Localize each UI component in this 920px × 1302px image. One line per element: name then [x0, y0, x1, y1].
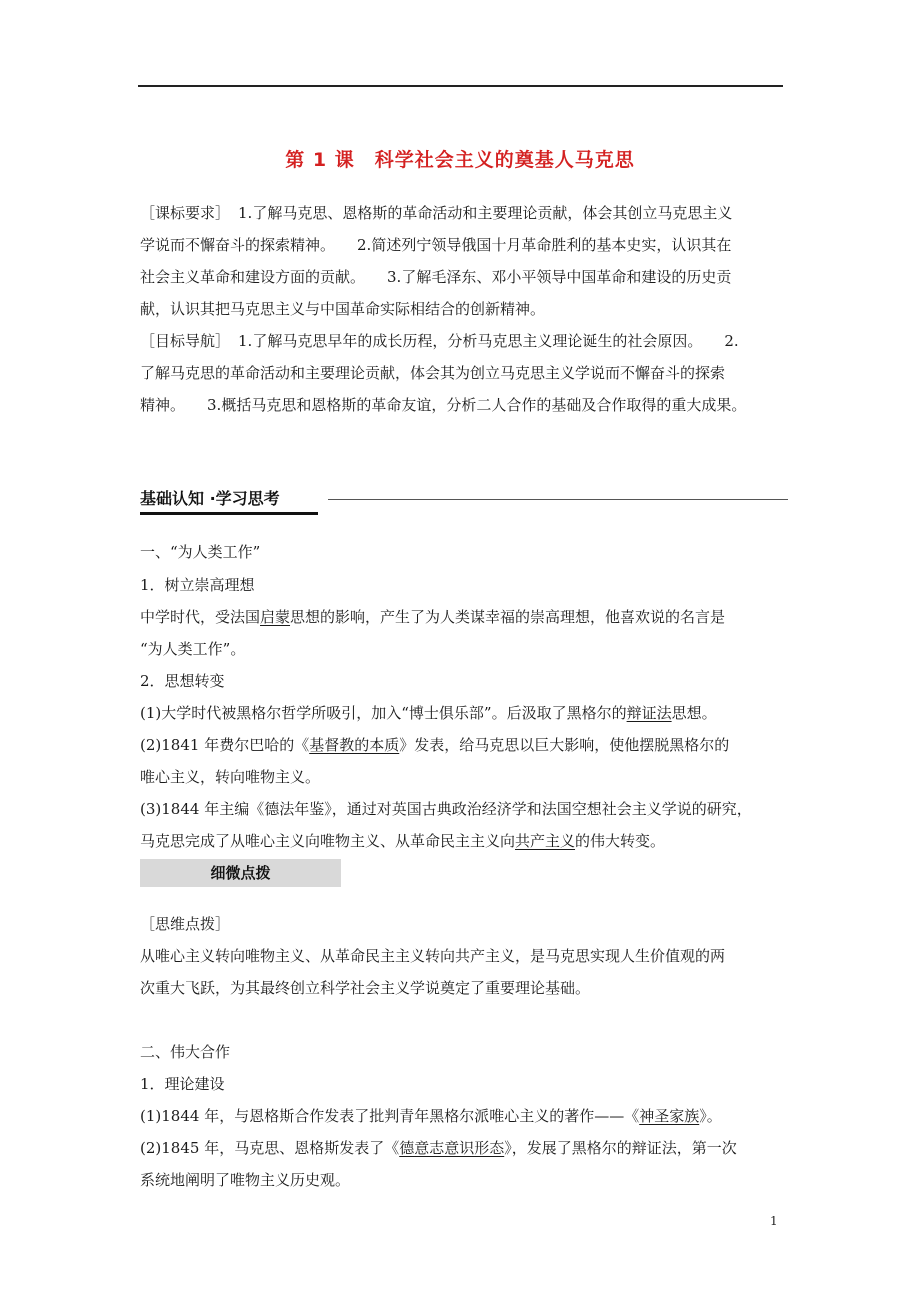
section-underbar	[140, 512, 318, 515]
part1-item1-line1: 中学时代，受法国启蒙思想的影响，产生了为人类谋幸福的崇高理想，他喜欢说的名言是	[140, 608, 726, 626]
fill-answer: 共产主义	[515, 832, 576, 850]
fill-answer: 启蒙	[260, 608, 291, 626]
part1-heading: 一、“为人类工作”	[140, 543, 261, 561]
part1-point2-cont: 唯心主义，转向唯物主义。	[140, 768, 321, 786]
part2-point2: (2)1845 年，马克思、恩格斯发表了《德意志意识形态》，发展了黑格尔的辩证法，第一次	[140, 1139, 737, 1157]
section-rule	[328, 499, 788, 500]
lesson-subject: 科学社会主义的奠基人马克思	[374, 149, 635, 171]
part2-heading: 二、伟大合作	[140, 1043, 231, 1061]
fill-answer: 德意志意识形态	[399, 1139, 505, 1157]
goal-navigation: ［目标导航］ 1.了解马克思早年的成长历程，分析马克思主义理论诞生的社会原因。 2. 了解马克思的革命活动和主要理论贡献，体会其为创立马克思主义学说而不懈奋斗的探索 精神。 3.概括马克思和恩格斯的革命友谊，分析二人合作的基础及合作取得的重大成果。	[140, 332, 747, 414]
goals-tag: ［目标导航］	[140, 332, 231, 350]
part1-item1-line2: “为人类工作”。	[140, 640, 246, 658]
lesson-number: 第 1 课	[285, 149, 355, 171]
fill-answer: 基督教的本质	[309, 736, 400, 754]
part1-point3: (3)1844 年主编《德法年鉴》，通过对英国古典政治经济学和法国空想社会主义学说的研究，	[140, 800, 752, 818]
curriculum-requirements: ［课标要求］ 1.了解马克思、恩格斯的革命活动和主要理论贡献，体会其创立马克思主义 学说而不懈奋斗的探索精神。 2.简述列宁领导俄国十月革命胜利的基本史实，认识其在 社会主义革命和建设方面的贡献。 3.了解毛泽东、邓小平领导中国革命和建设的历史贡 献，认识其把马克思主义与中国革命实际相结合的创新精神。	[140, 204, 733, 318]
section-main-label: 基础认知	[140, 489, 205, 508]
section-sub-label: 学习思考	[215, 489, 280, 508]
part1-point3-cont: 马克思完成了从唯心主义向唯物主义、从革命民主主义向共产主义的伟大转变。	[140, 832, 666, 850]
part1-point2: (2)1841 年费尔巴哈的《基督教的本质》发表，给马克思以巨大影响，使他摆脱黑格尔的	[140, 736, 730, 754]
part2-item1-title: 1．理论建设	[140, 1075, 225, 1093]
curriculum-tag: ［课标要求］	[140, 204, 231, 222]
page-number: 1	[770, 1214, 778, 1228]
part1-item1-title: 1．树立崇高理想	[140, 576, 255, 594]
part1-point1: (1)大学时代被黑格尔哲学所吸引，加入“博士俱乐部”。后汲取了黑格尔的辩证法思想。	[140, 704, 717, 722]
tip-line1: 从唯心主义转向唯物主义、从革命民主主义转向共产主义，是马克思实现人生价值观的两	[140, 947, 726, 965]
tip-box-label: 细微点拨	[210, 864, 271, 882]
section-banner	[140, 486, 790, 516]
part2-point2-cont: 系统地阐明了唯物主义历史观。	[140, 1171, 351, 1189]
fill-answer: 神圣家族	[639, 1107, 700, 1125]
header-rule	[138, 85, 783, 87]
fill-answer: 辩证法	[626, 704, 672, 722]
part2-point1: (1)1844 年，与恩格斯合作发表了批判青年黑格尔派唯心主义的著作——《神圣家族》。	[140, 1107, 722, 1125]
section-dot: ·	[209, 489, 216, 508]
tip-box	[140, 859, 341, 887]
tip-line2: 次重大飞跃，为其最终创立科学社会主义学说奠定了重要理论基础。	[140, 979, 591, 997]
part1-item2-title: 2．思想转变	[140, 672, 225, 690]
tip-tag: ［思维点拨］	[140, 915, 231, 933]
page-title	[0, 145, 920, 172]
